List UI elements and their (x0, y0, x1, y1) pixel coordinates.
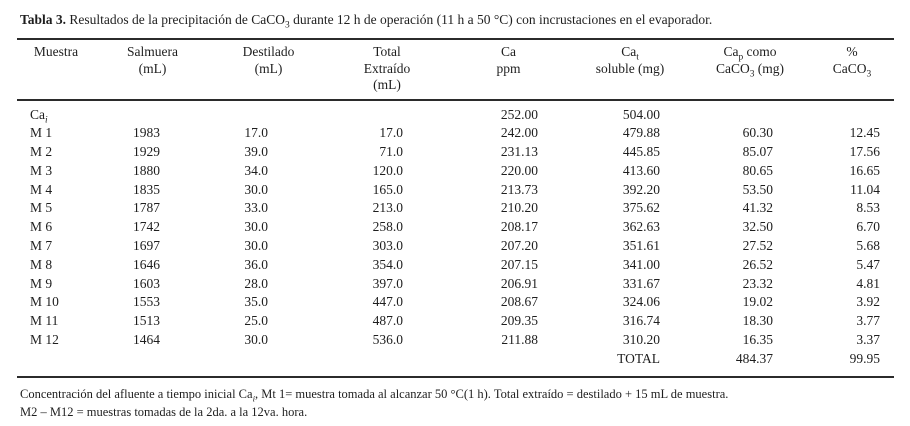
table-cell-destilado: 30.0 (244, 219, 268, 235)
table-cell-cat_soluble: 331.67 (622, 275, 660, 291)
table-cell-ca_ppm: 220.00 (500, 162, 538, 178)
table-cell-destilado: 39.0 (244, 144, 268, 160)
table-row (17, 162, 894, 181)
table-cell-cap_caco3: 23.32 (742, 275, 773, 291)
column-header-pct-caco3: % CaCO$_3$ (810, 39, 894, 100)
table-cell-destilado: 25.0 (244, 313, 268, 329)
table-cell-ca_ppm: 209.35 (500, 313, 538, 329)
table-cell-total_extraido: 354.0 (372, 256, 403, 272)
table-cell-destilado: 30.0 (244, 181, 268, 197)
table-cell-total_extraido: 71.0 (379, 144, 403, 160)
table-cell-destilado: 34.0 (244, 162, 268, 178)
table-cell-destilado: 35.0 (244, 294, 268, 310)
table-row (17, 218, 894, 237)
table-cell-pct_caco3: 11.04 (850, 181, 880, 197)
table-title-text: Resultados de la precipitación de CaCO$_3$ durante 12 h de operación (11 h a 50 °C) con incrustaciones en el evaporador. (66, 12, 713, 31)
column-header-salmuera: Salmuera (mL) (95, 39, 210, 100)
table-cell-pct_caco3: 12.45 (849, 125, 880, 141)
footnote-line-2: M2 – M12 = muestras tomadas de la 2da. a la 12va. hora. (20, 404, 308, 419)
table-cell-destilado: 28.0 (244, 275, 268, 291)
table-cell-total_extraido: 258.0 (372, 219, 403, 235)
table-cell-salmuera: 1513 (133, 313, 160, 329)
table-cell-cat_soluble: 324.06 (622, 294, 660, 310)
table-cell-ca_ppm: 207.15 (500, 256, 538, 272)
table-cell-cat_soluble: 310.20 (622, 332, 660, 348)
table-row (17, 331, 894, 350)
column-header-total-extraido: Total Extraído (mL) (327, 39, 447, 100)
table-cell-cat_soluble: 504.00 (622, 106, 660, 122)
table-cell-salmuera: 1835 (133, 181, 160, 197)
table-cell-salmuera: 1646 (133, 256, 160, 272)
table-cell-muestra: M 5 (30, 200, 53, 216)
table-cell-pct_caco3: 17.56 (849, 144, 880, 160)
table-cell-muestra: M 7 (30, 238, 53, 254)
table-cell-ca_ppm: 252.00 (500, 106, 538, 122)
table-cell-pct_caco3: 99.95 (849, 350, 880, 366)
table-cell-pct_caco3: 3.37 (856, 332, 880, 348)
table-cell-cap_caco3: 27.52 (742, 238, 773, 254)
table-cell-ca_ppm: 206.91 (500, 275, 538, 291)
table-cell-cat_soluble: 341.00 (622, 256, 660, 272)
table-cell-pct_caco3: 16.65 (849, 162, 880, 178)
table-cell-cap_caco3: 53.50 (742, 181, 773, 197)
table-cell-muestra: M 4 (30, 181, 53, 197)
table-cell-muestra: M 3 (30, 162, 53, 178)
table-cell-total_extraido (327, 350, 447, 377)
table-cell-cat_soluble: TOTAL (617, 350, 660, 366)
table-cell-salmuera: 1742 (133, 219, 160, 235)
table-cell-cap_caco3: 60.30 (742, 125, 773, 141)
table-cell-muestra: M 6 (30, 219, 53, 235)
table-cell-total_extraido: 165.0 (372, 181, 403, 197)
table-cell-salmuera (95, 100, 210, 125)
table-cell-ca_ppm: 207.20 (500, 238, 538, 254)
column-header-cat-soluble: $Ca_t$ soluble (mg) (570, 39, 690, 100)
table-cell-cat_soluble: 392.20 (622, 181, 660, 197)
table-cell-cap_caco3: 41.32 (742, 200, 773, 216)
footnote-line-1: Concentración del afluente a tiempo inicial $Ca_i$, Mt 1= muestra tomada al alcanzar 50 °C(1 h). Total extraído = destilado + 15 mL de muestra. (20, 386, 729, 404)
table-cell-muestra (17, 350, 95, 377)
table-cell-salmuera: 1603 (133, 275, 160, 291)
table-cell-pct_caco3: 4.81 (856, 275, 880, 291)
table-cell-muestra: M 12 (30, 332, 59, 348)
table-row (17, 350, 894, 377)
table-cell-total_extraido: 17.0 (379, 125, 403, 141)
table-title-label: Tabla 3. (20, 12, 67, 27)
table-cell-cap_caco3: 484.37 (735, 350, 773, 366)
table-row (17, 143, 894, 162)
table-cell-salmuera: 1553 (133, 294, 160, 310)
table-cell-ca_ppm: 208.17 (500, 219, 538, 235)
data-table (17, 38, 894, 378)
table-cell-destilado (210, 100, 327, 125)
table-cell-cap_caco3: 32.50 (742, 219, 773, 235)
table-cell-destilado: 33.0 (244, 200, 268, 216)
table-cell-destilado (210, 350, 327, 377)
table-cell-ca_ppm: 208.67 (500, 294, 538, 310)
table-cell-ca_ppm: 213.73 (500, 181, 538, 197)
table-cell-cat_soluble: 445.85 (622, 144, 660, 160)
table-title (20, 11, 895, 29)
table-cell-total_extraido: 397.0 (372, 275, 403, 291)
table-cell-total_extraido: 120.0 (372, 162, 403, 178)
table-cell-cap_caco3: 18.30 (742, 313, 773, 329)
table-row (17, 275, 894, 294)
table-cell-cap_caco3: 26.52 (742, 256, 773, 272)
table-cell-ca_ppm: 231.13 (500, 144, 538, 160)
table-row (17, 312, 894, 331)
table-row (17, 293, 894, 312)
column-header-cap-caco3: $Ca_p$ como CaCO$_3$ (mg) (690, 39, 810, 100)
table-cell-pct_caco3 (810, 100, 894, 125)
column-header-ca-ppm: Ca ppm (447, 39, 570, 100)
footnotes (20, 385, 895, 421)
table-cell-cat_soluble: 413.60 (622, 162, 660, 178)
table-header (17, 39, 894, 100)
table-cell-salmuera: 1787 (133, 200, 160, 216)
table-cell-total_extraido: 213.0 (372, 200, 403, 216)
table-row (17, 100, 894, 125)
table-cell-destilado: 30.0 (244, 332, 268, 348)
table-cell-muestra: $Ca_i$ (30, 106, 48, 126)
table-cell-muestra: M 10 (30, 294, 59, 310)
table-cell-ca_ppm (447, 350, 570, 377)
table-cell-muestra: M 1 (30, 125, 53, 141)
table-cell-cap_caco3: 19.02 (742, 294, 773, 310)
table-cell-pct_caco3: 6.70 (856, 219, 880, 235)
table-cell-ca_ppm: 211.88 (501, 332, 538, 348)
table-cell-destilado: 30.0 (244, 238, 268, 254)
table-cell-cat_soluble: 479.88 (622, 125, 660, 141)
table-cell-cap_caco3: 85.07 (742, 144, 773, 160)
table-cell-muestra: M 2 (30, 144, 53, 160)
table-cell-cap_caco3: 80.65 (742, 162, 773, 178)
table-cell-pct_caco3: 5.47 (856, 256, 880, 272)
table-cell-salmuera: 1983 (133, 125, 160, 141)
table-cell-pct_caco3: 8.53 (856, 200, 880, 216)
table-cell-pct_caco3: 3.92 (856, 294, 880, 310)
table-row (17, 181, 894, 200)
table-cell-destilado: 17.0 (244, 125, 268, 141)
table-cell-cat_soluble: 316.74 (622, 313, 660, 329)
table-row (17, 199, 894, 218)
header-row (17, 39, 894, 100)
table-cell-muestra: M 8 (30, 256, 53, 272)
table-cell-cat_soluble: 375.62 (622, 200, 660, 216)
table-cell-salmuera: 1697 (133, 238, 160, 254)
table-cell-cap_caco3 (690, 100, 810, 125)
table-cell-salmuera (95, 350, 210, 377)
column-header-destilado: Destilado (mL) (210, 39, 327, 100)
table-cell-destilado: 36.0 (244, 256, 268, 272)
column-header-muestra: Muestra (17, 39, 95, 100)
table-cell-total_extraido: 303.0 (372, 238, 403, 254)
table-cell-total_extraido: 536.0 (372, 332, 403, 348)
table-cell-total_extraido (327, 100, 447, 125)
table-cell-salmuera: 1464 (133, 332, 160, 348)
table-cell-pct_caco3: 5.68 (856, 238, 880, 254)
table-cell-ca_ppm: 210.20 (500, 200, 538, 216)
table-body (17, 100, 894, 377)
table-cell-muestra: M 9 (30, 275, 53, 291)
table-cell-salmuera: 1880 (133, 162, 160, 178)
table-row (17, 256, 894, 275)
table-cell-ca_ppm: 242.00 (500, 125, 538, 141)
table-cell-cat_soluble: 351.61 (622, 238, 660, 254)
table-row (17, 124, 894, 143)
table-row (17, 237, 894, 256)
table-cell-total_extraido: 487.0 (372, 313, 403, 329)
table-cell-cat_soluble: 362.63 (622, 219, 660, 235)
table-cell-muestra: M 11 (30, 313, 59, 329)
table-cell-cap_caco3: 16.35 (742, 332, 773, 348)
table-cell-pct_caco3: 3.77 (856, 313, 880, 329)
table-cell-salmuera: 1929 (133, 144, 160, 160)
table-cell-total_extraido: 447.0 (372, 294, 403, 310)
